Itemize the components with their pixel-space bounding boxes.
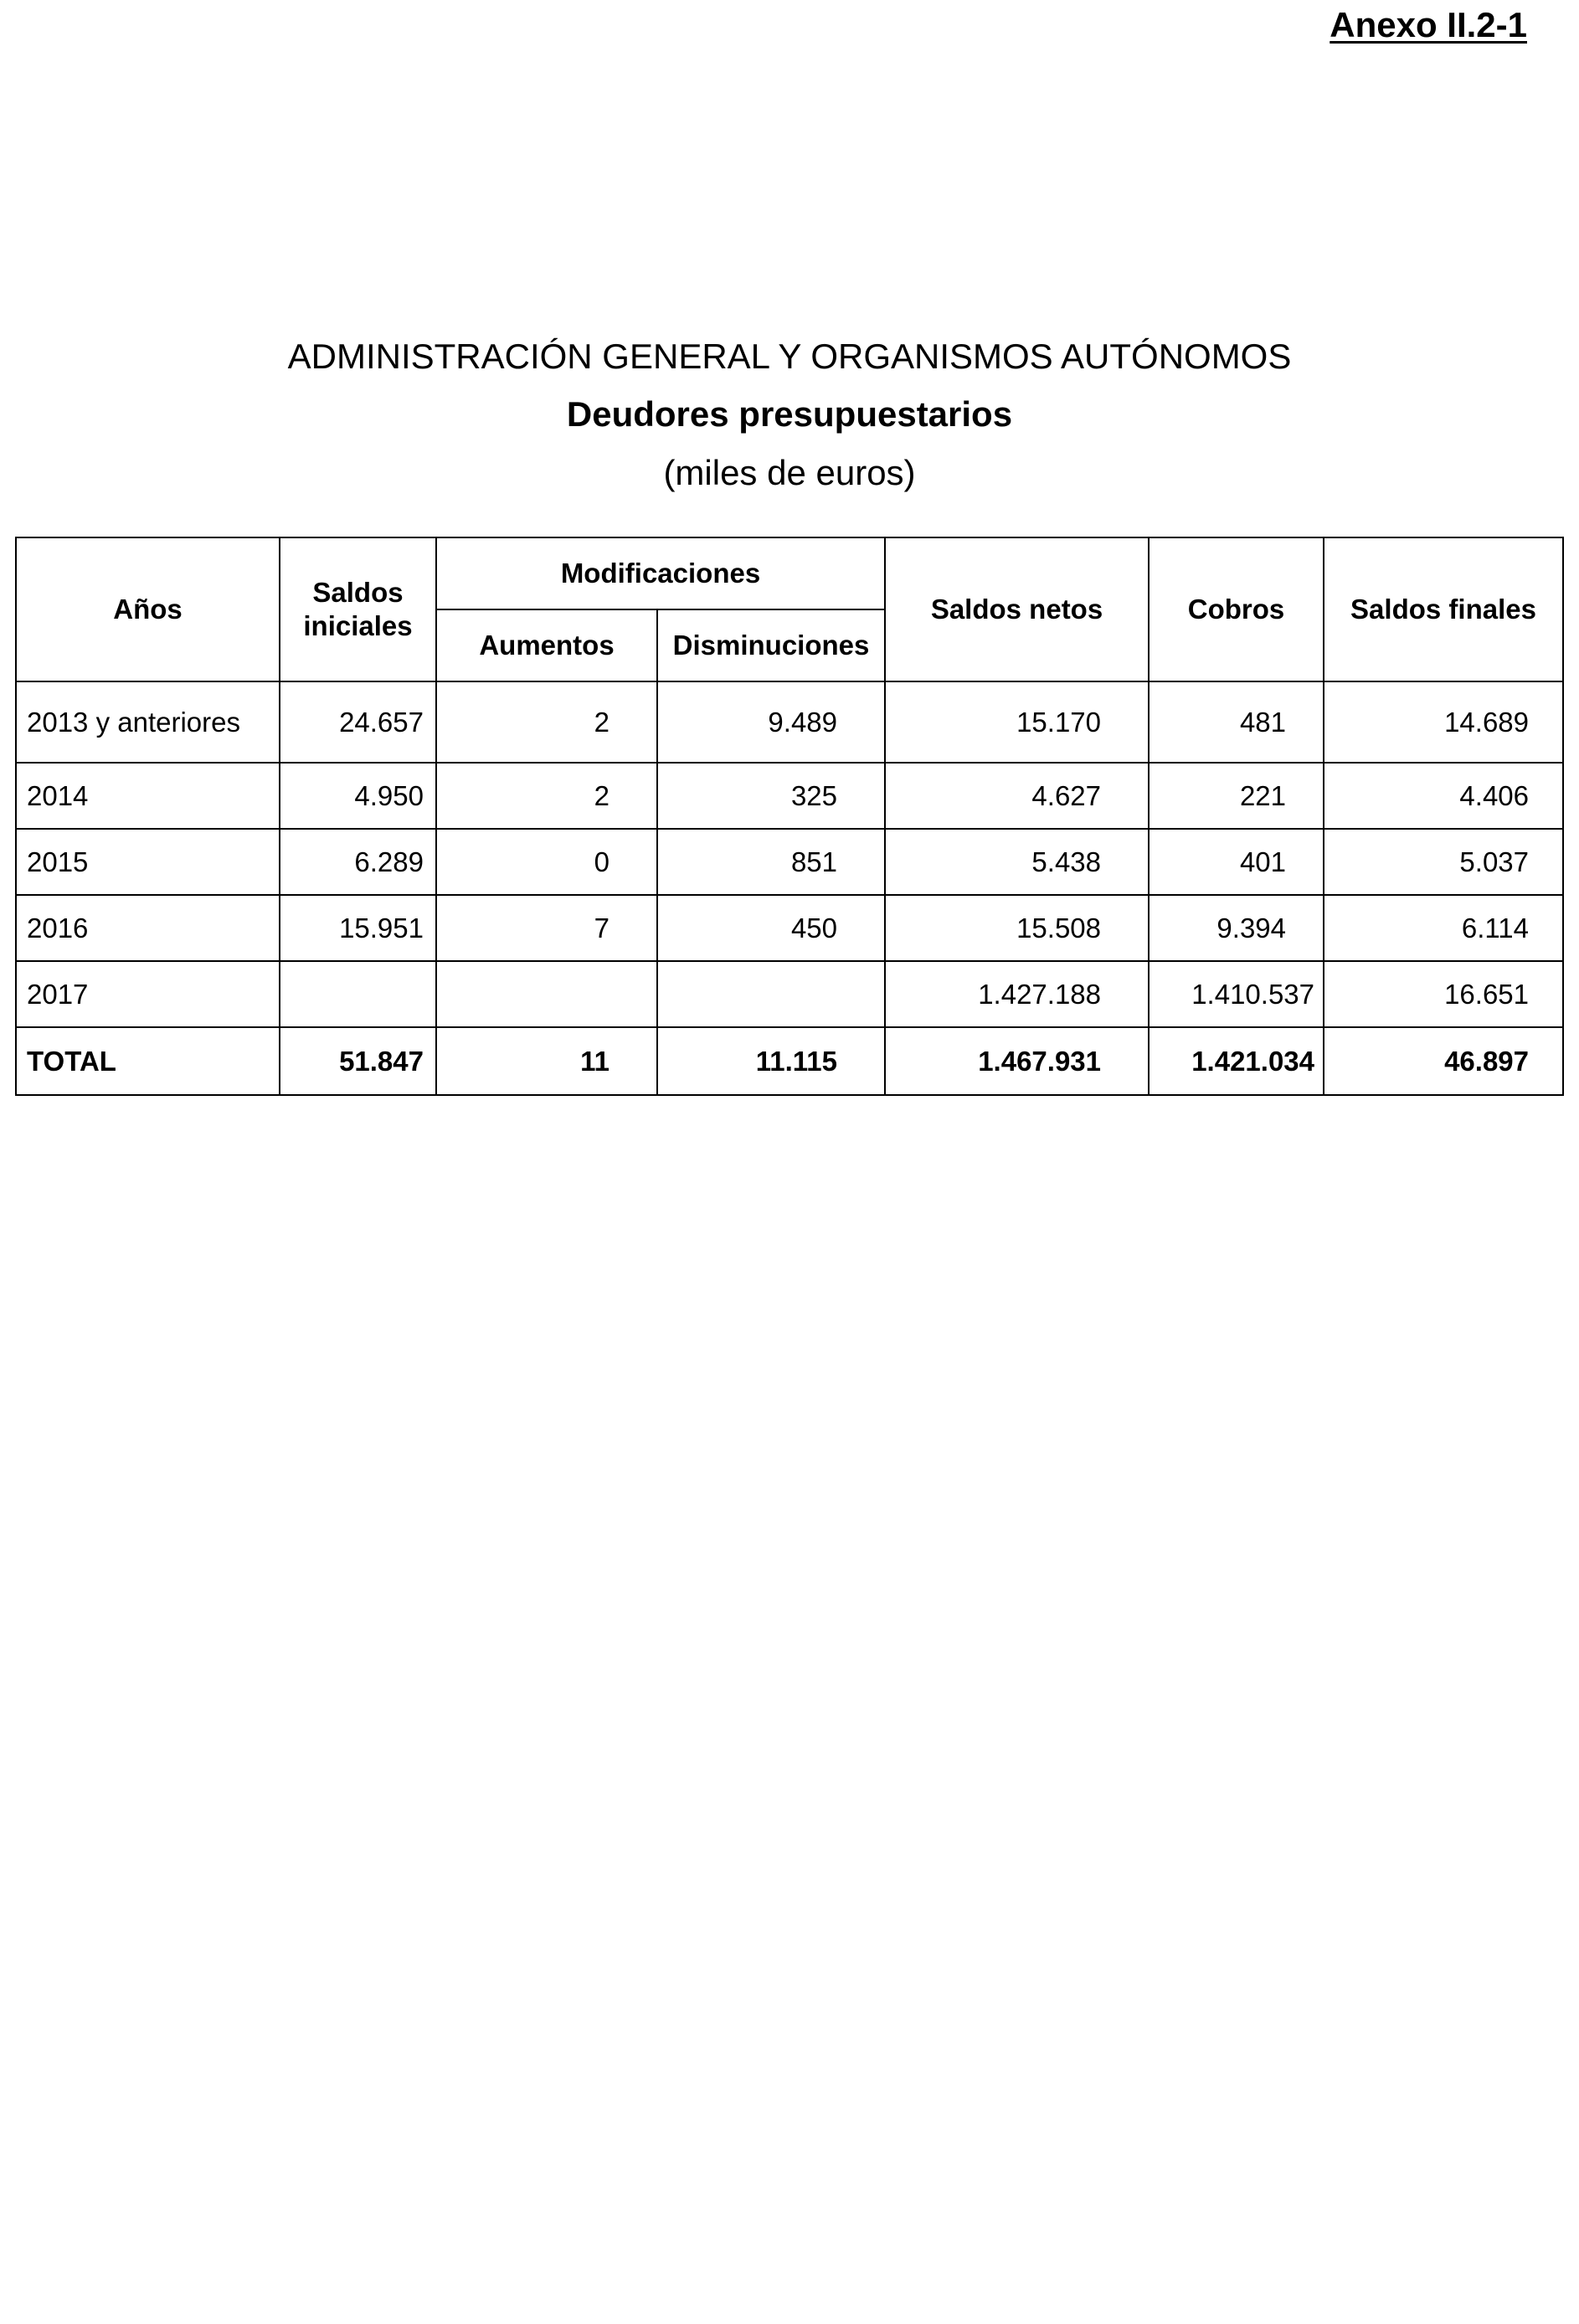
cell-saldos-finales: 5.037	[1324, 829, 1563, 895]
units-note: (miles de euros)	[663, 453, 916, 492]
cell-year: 2014	[16, 763, 280, 829]
cell-cobros: 481	[1149, 681, 1324, 763]
header-saldos-iniciales-text: Saldos iniciales	[303, 577, 413, 641]
document-title: ADMINISTRACIÓN GENERAL Y ORGANISMOS AUTÓNOMOS	[287, 337, 1292, 376]
header-cobros: Cobros	[1149, 537, 1324, 681]
cell-saldos-iniciales: 15.951	[280, 895, 436, 961]
cell-total-disminuciones: 11.115	[657, 1027, 885, 1095]
cell-aumentos: 0	[436, 829, 657, 895]
header-saldos-iniciales	[280, 537, 436, 681]
cell-saldos-finales: 4.406	[1324, 763, 1563, 829]
cell-cobros: 1.410.537	[1149, 961, 1324, 1027]
cell-saldos-netos: 15.170	[885, 681, 1149, 763]
total-row	[16, 1027, 1563, 1095]
cell-aumentos	[436, 961, 657, 1027]
cell-total-label: TOTAL	[16, 1027, 280, 1095]
cell-saldos-iniciales: 6.289	[280, 829, 436, 895]
cell-saldos-finales: 16.651	[1324, 961, 1563, 1027]
cell-cobros: 221	[1149, 763, 1324, 829]
cell-disminuciones: 450	[657, 895, 885, 961]
cell-saldos-netos: 1.427.188	[885, 961, 1149, 1027]
cell-saldos-netos: 4.627	[885, 763, 1149, 829]
header-anos: Años	[16, 537, 280, 681]
cell-saldos-iniciales	[280, 961, 436, 1027]
annex-label: Anexo II.2-1	[1330, 5, 1527, 44]
cell-disminuciones: 851	[657, 829, 885, 895]
header-saldos-netos: Saldos netos	[885, 537, 1149, 681]
cell-saldos-finales: 14.689	[1324, 681, 1563, 763]
cell-total-aumentos: 11	[436, 1027, 657, 1095]
cell-total-cobros: 1.421.034	[1149, 1027, 1324, 1095]
cell-aumentos: 2	[436, 763, 657, 829]
cell-saldos-netos: 5.438	[885, 829, 1149, 895]
table-row	[16, 961, 1563, 1027]
cell-year: 2015	[16, 829, 280, 895]
cell-saldos-netos: 15.508	[885, 895, 1149, 961]
cell-saldos-finales: 6.114	[1324, 895, 1563, 961]
header-aumentos: Aumentos	[436, 609, 657, 681]
header-modificaciones: Modificaciones	[436, 537, 885, 609]
cell-disminuciones	[657, 961, 885, 1027]
cell-year: 2013 y anteriores	[16, 681, 280, 763]
header-disminuciones: Disminuciones	[657, 609, 885, 681]
cell-total-saldos-netos: 1.467.931	[885, 1027, 1149, 1095]
table-row	[16, 895, 1563, 961]
table-row	[16, 763, 1563, 829]
cell-disminuciones: 9.489	[657, 681, 885, 763]
table-row	[16, 829, 1563, 895]
cell-aumentos: 7	[436, 895, 657, 961]
cell-total-saldos-finales: 46.897	[1324, 1027, 1563, 1095]
cell-year: 2017	[16, 961, 280, 1027]
deudores-table	[15, 537, 1564, 1096]
header-row-1	[16, 537, 1563, 609]
cell-saldos-iniciales: 24.657	[280, 681, 436, 763]
cell-cobros: 401	[1149, 829, 1324, 895]
document-subtitle: Deudores presupuestarios	[566, 394, 1013, 434]
cell-cobros: 9.394	[1149, 895, 1324, 961]
header-saldos-finales: Saldos finales	[1324, 537, 1563, 681]
cell-saldos-iniciales: 4.950	[280, 763, 436, 829]
cell-disminuciones: 325	[657, 763, 885, 829]
cell-total-saldos-iniciales: 51.847	[280, 1027, 436, 1095]
cell-aumentos: 2	[436, 681, 657, 763]
title-block	[0, 328, 1579, 502]
table-row	[16, 681, 1563, 763]
cell-year: 2016	[16, 895, 280, 961]
